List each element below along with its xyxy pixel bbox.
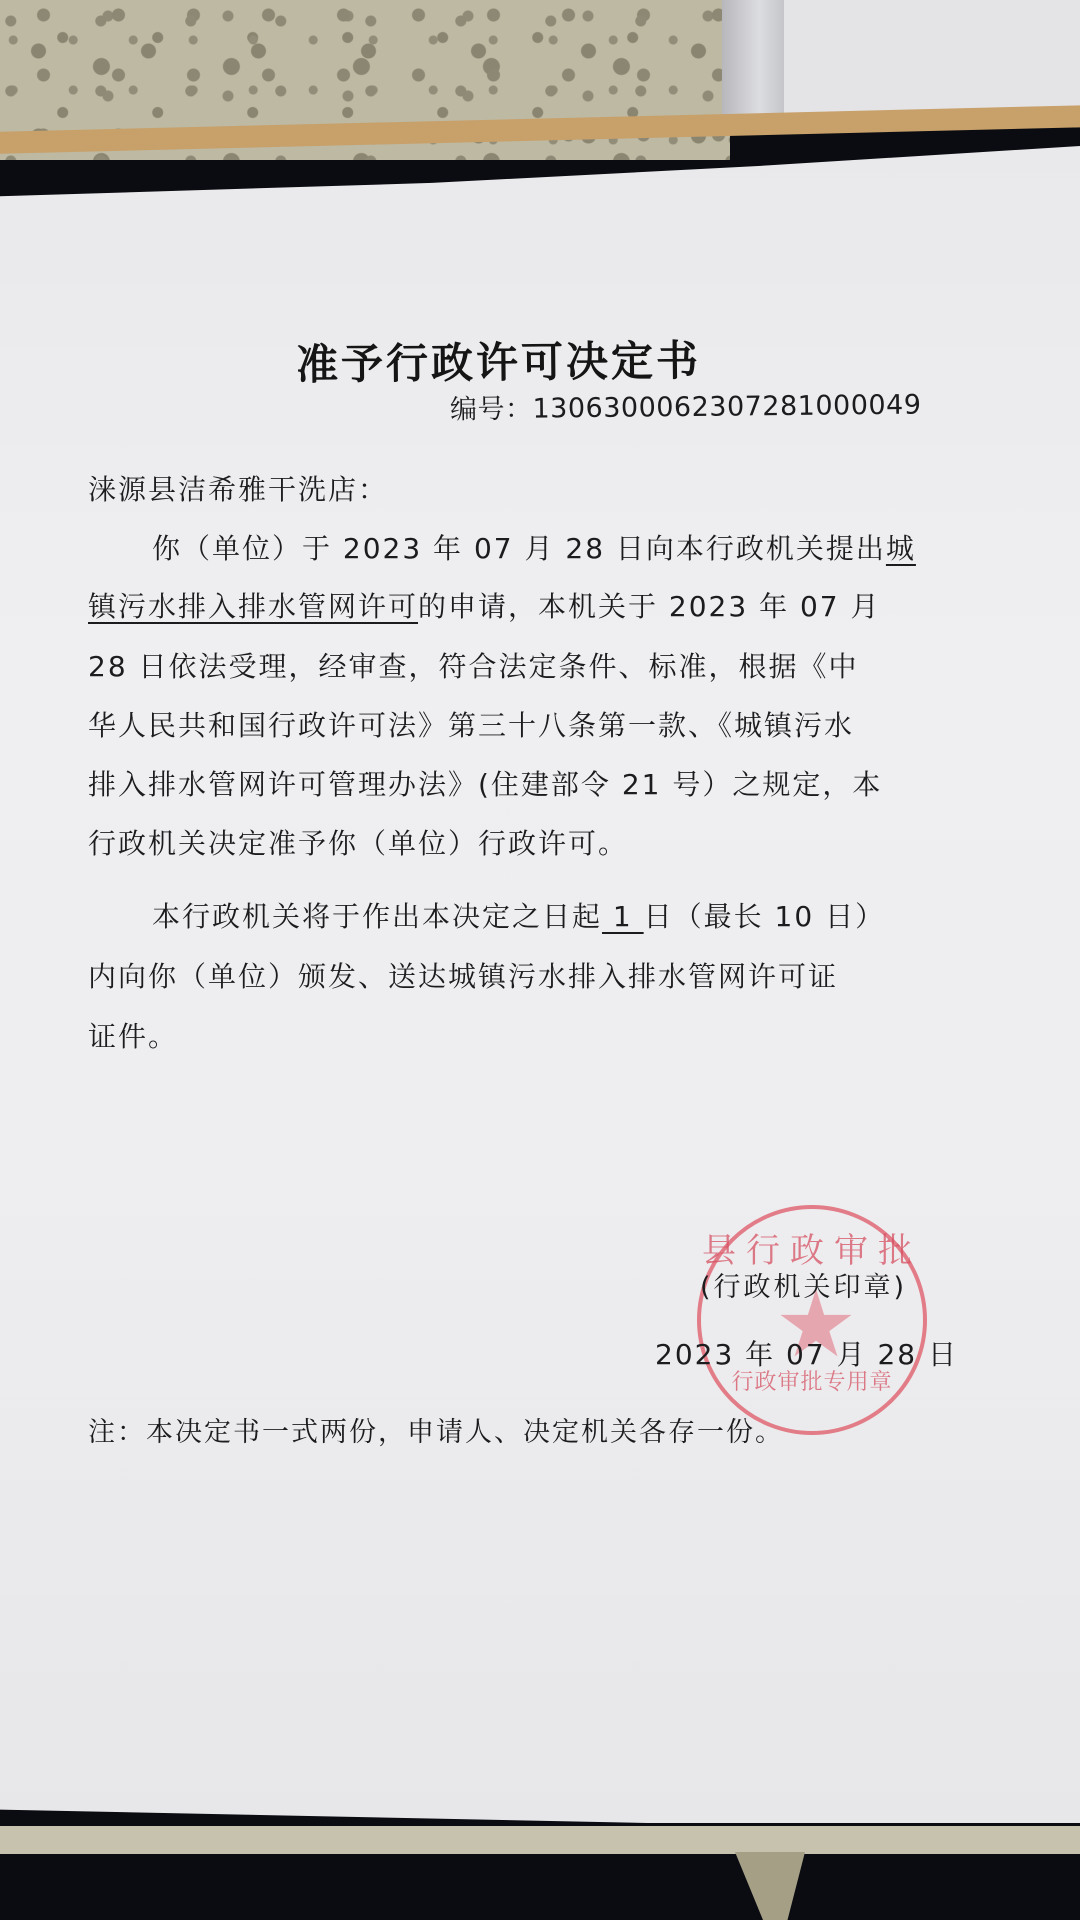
text-segment: 的申请，本机关于 2023 年 07 月: [418, 590, 881, 623]
underlined-days: 1: [602, 900, 644, 933]
underlined-permit-name: 城: [885, 532, 916, 565]
paragraph1-line2: [88, 585, 881, 625]
document-number: 编号：1306300062307281000049: [449, 389, 922, 426]
board-edge: [722, 0, 784, 125]
underlined-permit-name: 镇污水排入排水管网许可: [88, 590, 419, 623]
document-title: 准予行政许可决定书: [295, 335, 702, 390]
paragraph1-line3: 28 日依法受理，经审查，符合法定条件、标准，根据《中: [88, 650, 859, 683]
text-segment: 本行政机关将于作出本决定之日起: [152, 900, 603, 933]
footnote: 注：本决定书一式两份，申请人、决定机关各存一份。: [88, 1417, 784, 1448]
recipient: 涞源县洁希雅干洗店：: [88, 473, 389, 506]
official-seal: [697, 1205, 927, 1435]
paragraph2-line3: 证件。: [88, 1020, 179, 1053]
desk-leg: [735, 1852, 805, 1920]
paragraph2-line2: 内向你（单位）颁发、送达城镇污水排入排水管网许可证: [88, 960, 839, 993]
seal-bottom-text: 行政审批专用章: [731, 1370, 893, 1395]
text-segment: 日（最长 10 日）: [643, 900, 886, 933]
paragraph1-line5: 排入排水管网许可管理办法》(住建部令 21 号）之规定，本: [88, 768, 883, 801]
paragraph1-line4: 华人民共和国行政许可法》第三十八条第一款、《城镇污水: [88, 709, 855, 742]
paragraph1-line6: 行政机关决定准予你（单位）行政许可。: [88, 827, 629, 860]
paragraph2-line1: [152, 895, 885, 935]
seal-top-text: 县行政审批: [702, 1231, 922, 1271]
paragraph1-line1: [152, 527, 916, 567]
white-board-background: [784, 0, 1080, 118]
issue-date: 2023 年 07 月 28 日: [655, 1338, 959, 1371]
stamp-label: (行政机关印章): [700, 1272, 908, 1303]
text-segment: 你（单位）于 2023 年 07 月 28 日向本行政机关提出: [152, 532, 886, 565]
desk-edge: [0, 1826, 1080, 1854]
